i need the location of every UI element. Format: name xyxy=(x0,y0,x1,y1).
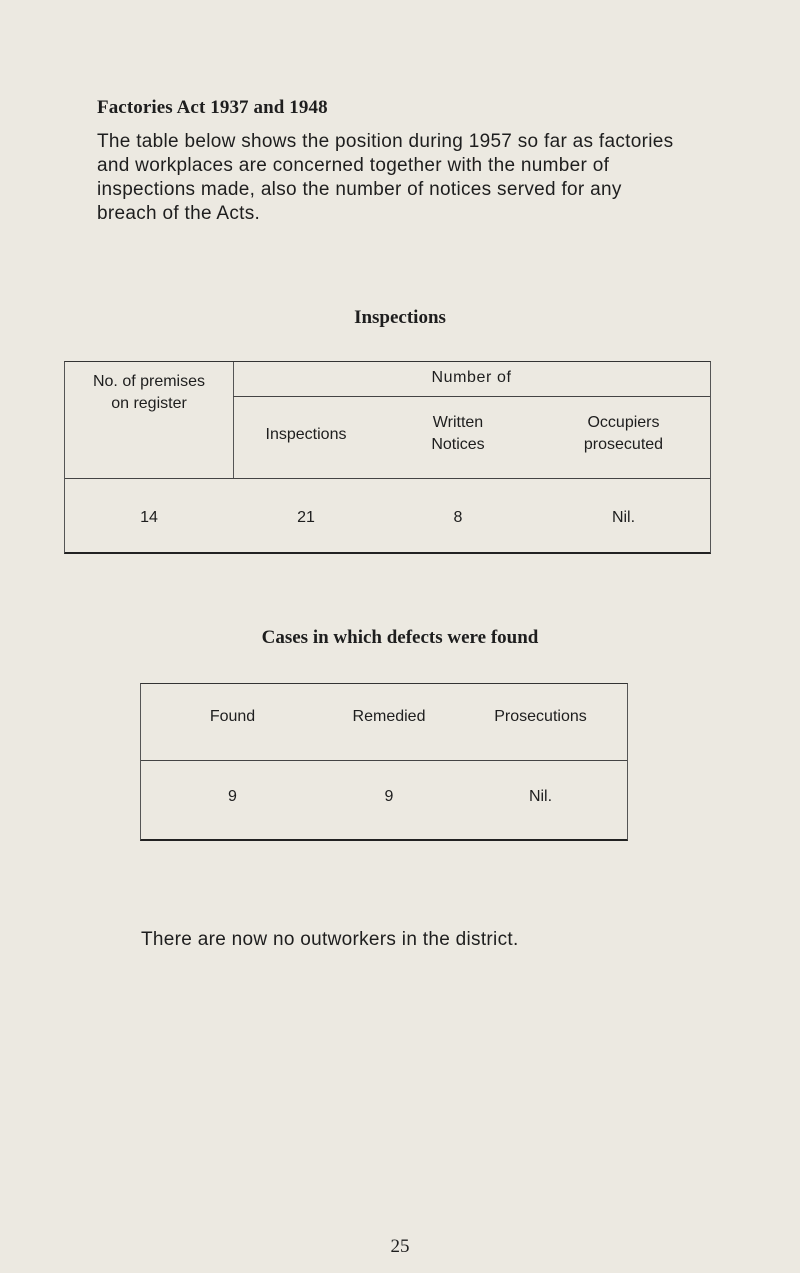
cell-inspections: 21 xyxy=(297,509,315,526)
defects-table xyxy=(140,683,628,841)
table-divider xyxy=(65,478,710,479)
header-premises-line2: on register xyxy=(111,395,187,412)
header-occupiers-line1: Occupiers xyxy=(587,414,660,431)
cell-found: 9 xyxy=(228,788,237,805)
cell-occupiers-prosecuted: Nil. xyxy=(611,509,636,526)
page-heading: Factories Act 1937 and 1948 xyxy=(97,97,328,118)
inspections-table xyxy=(64,361,711,554)
table-divider xyxy=(233,396,710,397)
header-inspections: Inspections xyxy=(265,426,347,443)
header-number-of: Number of xyxy=(431,369,512,386)
page-number: 25 xyxy=(390,1236,410,1257)
cell-premises: 14 xyxy=(140,509,158,526)
header-remedied: Remedied xyxy=(352,708,426,725)
cell-prosecutions: Nil. xyxy=(528,788,553,805)
header-found: Found xyxy=(209,708,256,725)
header-occupiers-line2: prosecuted xyxy=(583,436,664,453)
intro-paragraph: The table below shows the position during 1957 so far as factories and workplaces are concerned together with the number of inspections made, also the number of notices served for any breach of the Acts. xyxy=(97,131,674,224)
header-prosecutions: Prosecutions xyxy=(494,708,587,725)
cell-written-notices: 8 xyxy=(453,509,463,526)
inspections-title: Inspections xyxy=(354,307,446,328)
table-divider xyxy=(141,760,627,761)
header-written-line1: Written xyxy=(432,414,484,431)
cell-remedied: 9 xyxy=(384,788,394,805)
header-written-notices xyxy=(379,412,537,456)
header-occupiers-prosecuted xyxy=(537,412,710,456)
header-premises xyxy=(65,371,233,415)
header-written-line2: Notices xyxy=(431,436,485,453)
defects-title: Cases in which defects were found xyxy=(261,627,539,648)
header-premises-line1: No. of premises xyxy=(92,373,206,390)
closing-statement: There are now no outworkers in the district. xyxy=(141,929,519,950)
